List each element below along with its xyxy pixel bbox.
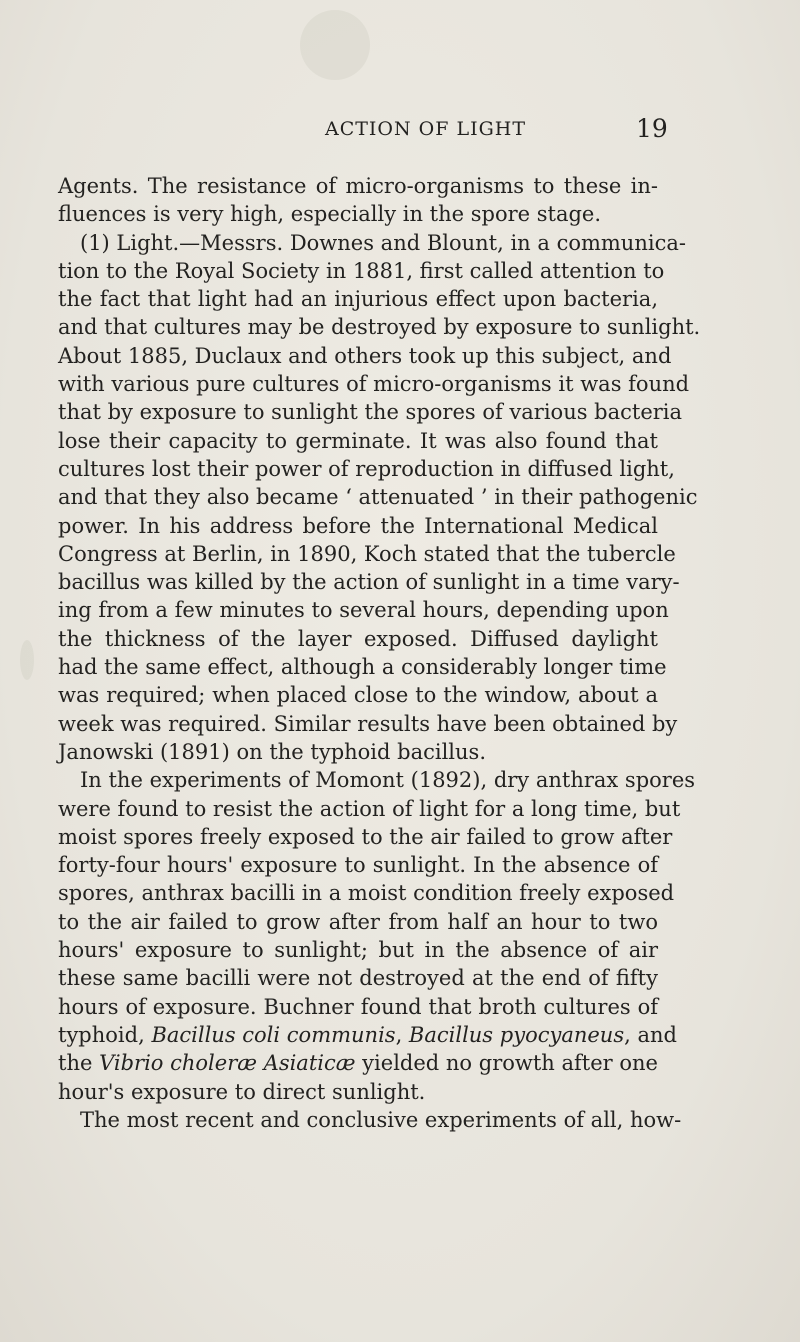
text-line: Congress at Berlin, in 1890, Koch stated that the tubercle <box>58 541 676 566</box>
text-line: with various pure cultures of micro-organisms it was found <box>58 372 690 397</box>
text-line: moist spores freely exposed to the air failed to grow after <box>58 824 673 849</box>
text-line: the fact that light had an injurious effect upon bacteria, <box>58 287 658 312</box>
text-line: were found to resist the action of light for a long time, but <box>58 796 681 821</box>
text-line: typhoid, Bacillus coli communis, Bacillus pyocyaneus, and <box>58 1022 677 1047</box>
paper-stain <box>300 10 370 80</box>
text-line: forty-four hours' exposure to sunlight. In the absence of <box>58 853 658 878</box>
text-line: hour's exposure to direct sunlight. <box>58 1079 426 1104</box>
text-line: the thickness of the layer exposed. Diffused daylight <box>58 626 658 651</box>
page-header <box>0 114 800 158</box>
text-line: spores, anthrax bacilli in a moist condition freely exposed <box>58 881 675 906</box>
text-line: was required; when placed close to the window, about a <box>58 683 658 708</box>
text-line: Janowski (1891) on the typhoid bacillus. <box>58 739 486 764</box>
text-line: tion to the Royal Society in 1881, first called attention to <box>58 258 665 283</box>
page-number: 19 <box>636 114 668 143</box>
text-line: hours' exposure to sunlight; but in the absence of air <box>58 938 658 963</box>
text-line: In the experiments of Momont (1892), dry anthrax spores <box>80 768 696 793</box>
running-head: ACTION OF LIGHT <box>325 118 527 140</box>
text-line: About 1885, Duclaux and others took up this subject, and <box>58 343 672 368</box>
text-line: cultures lost their power of reproduction in diffused light, <box>58 456 675 481</box>
text-line: that by exposure to sunlight the spores of various bacteria <box>58 400 683 425</box>
text-line: and that they also became ‘ attenuated ’ in their pathogenic <box>58 485 698 510</box>
text-line: hours of exposure. Buchner found that broth cultures of <box>58 994 658 1019</box>
body-text <box>58 172 701 1134</box>
text-line: these same bacilli were not destroyed at the end of fifty <box>58 966 658 991</box>
text-line: the Vibrio choleræ Asiaticæ yielded no growth after one <box>58 1051 658 1076</box>
text-line: bacillus was killed by the action of sunlight in a time vary- <box>58 570 680 595</box>
text-line: Agents. The resistance of micro-organisms to these in- <box>58 174 658 198</box>
text-line: (1) Light.—Messrs. Downes and Blount, in a communica- <box>80 230 686 255</box>
text-line: and that cultures may be destroyed by exposure to sunlight. <box>58 315 701 340</box>
text-line: The most recent and conclusive experiments of all, how- <box>80 1107 682 1132</box>
text-line: lose their capacity to germinate. It was also found that <box>58 428 658 453</box>
text-line: had the same effect, although a considerably longer time <box>58 655 667 680</box>
text-line: fluences is very high, especially in the spore stage. <box>58 202 602 227</box>
text-line: power. In his address before the International Medical <box>58 513 658 538</box>
text-line: week was required. Similar results have been obtained by <box>58 711 678 736</box>
text-line: to the air failed to grow after from half an hour to two <box>58 909 658 934</box>
paper-stain <box>20 640 34 680</box>
text-line: ing from a few minutes to several hours, depending upon <box>58 598 669 623</box>
